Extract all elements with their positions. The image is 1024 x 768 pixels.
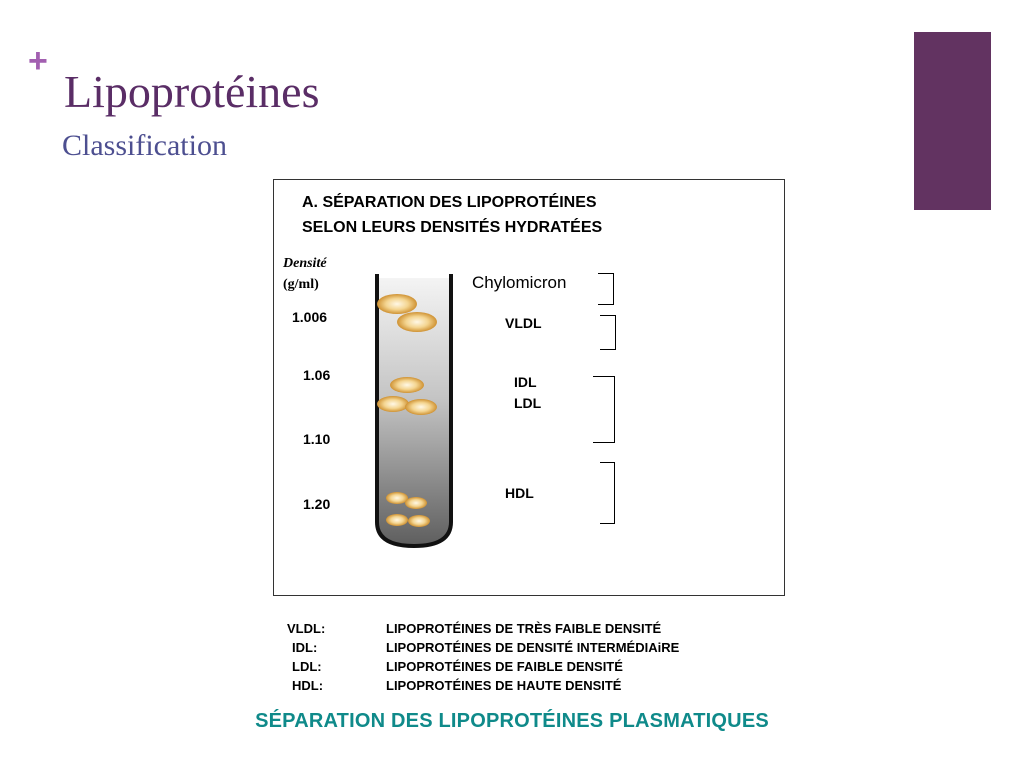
hdl-particle [408,515,430,527]
density-value-106: 1.06 [303,367,331,383]
density-axis-label: Densité [283,256,327,271]
density-value-110: 1.10 [303,431,331,447]
ldl-particle [405,399,437,415]
chylomicron-particle [377,294,417,314]
density-value-1006: 1.006 [292,309,328,325]
figure-caption: SÉPARATION DES LIPOPROTÉINES PLASMATIQUES [255,710,769,732]
hdl-particle [386,514,408,526]
label-ldl: LDL [514,395,542,411]
hdl-particle [405,497,427,509]
legend-desc: LIPOPROTÉINES DE HAUTE DENSITÉ [386,678,622,693]
bracket-vldl [600,315,616,350]
vldl-particle [390,377,424,393]
label-idl: IDL [514,374,537,390]
bracket-hdl [600,462,615,524]
test-tube-illustration [369,270,459,550]
hdl-particle [386,492,408,504]
label-vldl: VLDL [505,315,542,331]
chylomicron-particle [397,312,437,332]
page-subtitle: Classification [62,129,227,162]
page-title: Lipoprotéines [64,66,320,117]
figure-title-line1: A. SÉPARATION DES LIPOPROTÉINES [302,194,597,211]
legend-abbr: HDL: [292,678,324,693]
figure-title-line2: SELON LEURS DENSITÉS HYDRATÉES [302,219,603,236]
label-chylomicron: Chylomicron [472,273,567,292]
legend-abbr: LDL: [292,659,322,674]
legend-abbr: IDL: [292,640,318,655]
density-value-120: 1.20 [303,496,331,512]
accent-bar [914,32,991,210]
bracket-idl-ldl [593,376,615,443]
legend-desc: LIPOPROTÉINES DE FAIBLE DENSITÉ [386,659,623,674]
plus-icon: + [28,42,48,80]
legend-desc: LIPOPROTÉINES DE DENSITÉ INTERMÉDIAiRE [386,640,680,655]
legend-abbr: VLDL: [287,621,326,636]
density-figure [273,179,785,596]
idl-particle [377,396,409,412]
label-hdl: HDL [505,485,534,501]
bracket-chylomicron [598,273,614,305]
legend-desc: LIPOPROTÉINES DE TRÈS FAIBLE DENSITÉ [386,621,662,636]
density-axis-unit: (g/ml) [283,277,319,292]
